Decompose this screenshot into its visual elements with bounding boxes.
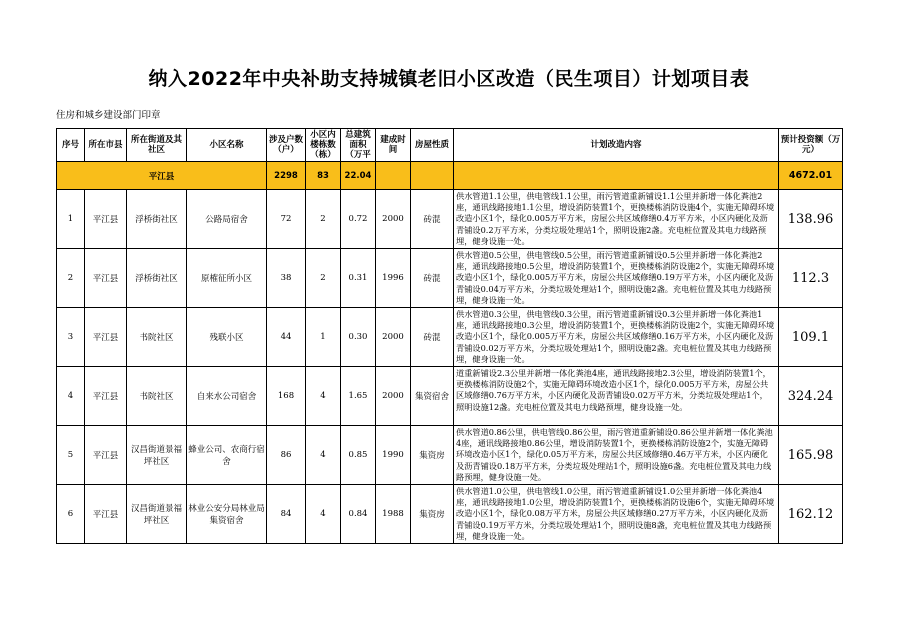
row-name: 原榷征所小区 xyxy=(187,249,267,308)
row-type: 集资宿舍 xyxy=(411,367,454,426)
row-buildings: 2 xyxy=(306,190,341,249)
header-investment: 预计投资额（万元） xyxy=(779,129,843,162)
total-investment: 4672.01 xyxy=(779,162,843,190)
row-content-text: 供水管道0.5公里，供电管线0.5公里，雨污管道重新铺设0.5公里并新增一体化粪池2座，通讯线路接地0.5公里，增设消防装置1个，更换楼栋消防设施2个，实施无障碍环境改造小区1个，绿化0.005万平方米，房屋公共区域修缮0.19万平方米，小区内硬化及沥青铺设0.04万平方米，分类垃圾处理站1个，照明设施2盏。充电桩位置及其电力线路预埋，健身设施一处。 xyxy=(456,250,775,305)
header-county: 所在市县 xyxy=(85,129,127,162)
row-area: 1.65 xyxy=(341,367,376,426)
row-content xyxy=(454,308,779,367)
header-households: 涉及户数（户） xyxy=(267,129,306,162)
row-seq: 2 xyxy=(57,249,85,308)
row-households: 44 xyxy=(267,308,306,367)
row-area: 0.72 xyxy=(341,190,376,249)
total-households: 2298 xyxy=(267,162,306,190)
total-blank-year xyxy=(376,162,411,190)
row-content xyxy=(454,426,779,485)
row-households: 168 xyxy=(267,367,306,426)
header-type: 房屋性质 xyxy=(411,129,454,162)
header-seq: 序号 xyxy=(57,129,85,162)
row-investment: 162.12 xyxy=(779,485,843,544)
row-buildings: 4 xyxy=(306,485,341,544)
row-county: 平江县 xyxy=(85,485,127,544)
row-type: 集资房 xyxy=(411,485,454,544)
row-type: 集资房 xyxy=(411,426,454,485)
row-area: 0.85 xyxy=(341,426,376,485)
table-row xyxy=(57,426,843,485)
row-type: 砖混 xyxy=(411,190,454,249)
row-county: 平江县 xyxy=(85,308,127,367)
table-row xyxy=(57,485,843,544)
row-buildings: 2 xyxy=(306,249,341,308)
table-row xyxy=(57,308,843,367)
total-blank-content xyxy=(454,162,779,190)
header-buildings: 小区内楼栋数（栋） xyxy=(306,129,341,162)
row-households: 72 xyxy=(267,190,306,249)
row-investment: 324.24 xyxy=(779,367,843,426)
row-households: 38 xyxy=(267,249,306,308)
table-row xyxy=(57,249,843,308)
header-content: 计划改造内容 xyxy=(454,129,779,162)
row-buildings: 4 xyxy=(306,426,341,485)
row-year: 2000 xyxy=(376,308,411,367)
row-county: 平江县 xyxy=(85,249,127,308)
row-county: 平江县 xyxy=(85,367,127,426)
total-area: 22.04 xyxy=(341,162,376,190)
row-name: 公路局宿舍 xyxy=(187,190,267,249)
row-households: 86 xyxy=(267,426,306,485)
row-content xyxy=(454,485,779,544)
row-year: 2000 xyxy=(376,367,411,426)
row-content-text: 供水管道0.86公里，供电管线0.86公里，雨污管道重新铺设0.86公里并新增一体化粪池4座，通讯线路接地0.86公里，增设消防装置1个，更换楼栋消防设施2个，实施无障碍环境改造小区1个，绿化0.05万平方米，房屋公共区域修缮0.46万平方米，小区内硬化及沥青铺设0.18万平方米，分类垃圾处理站1个，照明设施6盏。充电桩位置及其电力线路预埋，健身设施一处。 xyxy=(456,427,773,482)
row-street: 汉昌街道景福坪社区 xyxy=(127,485,187,544)
table-header-row xyxy=(57,129,843,162)
row-seq: 4 xyxy=(57,367,85,426)
total-blank-type xyxy=(411,162,454,190)
row-seq: 1 xyxy=(57,190,85,249)
issuer-label: 住房和城乡建设部门印章 xyxy=(56,110,161,121)
table-row xyxy=(57,190,843,249)
row-name: 自来水公司宿舍 xyxy=(187,367,267,426)
row-content xyxy=(454,190,779,249)
row-content-text: 道重新铺设2.3公里并新增一体化粪池4座，通讯线路接地2.3公里，增设消防装置1个，更换楼栋消防设施2个，实施无障碍环境改造小区1个，绿化0.005万平方米，房屋公共区域修缮0.76万平方米，小区内硬化及沥青铺设0.02万平方米，分类垃圾处理站1个，照明设施12盏。充电桩位置及其电力线路预埋，健身设施一处。 xyxy=(456,368,771,412)
row-area: 0.84 xyxy=(341,485,376,544)
row-year: 1988 xyxy=(376,485,411,544)
row-investment: 165.98 xyxy=(779,426,843,485)
row-type: 砖混 xyxy=(411,249,454,308)
row-street: 书院社区 xyxy=(127,367,187,426)
row-street: 汉昌街道景福坪社区 xyxy=(127,426,187,485)
row-type: 砖混 xyxy=(411,308,454,367)
total-label: 平江县 xyxy=(57,162,267,190)
row-investment: 109.1 xyxy=(779,308,843,367)
header-year: 建成时间 xyxy=(376,129,411,162)
row-year: 2000 xyxy=(376,190,411,249)
row-investment: 138.96 xyxy=(779,190,843,249)
row-name: 残联小区 xyxy=(187,308,267,367)
project-table xyxy=(56,128,843,544)
row-content-text: 供水管道0.3公里，供电管线0.3公里，雨污管道重新铺设0.3公里并新增一体化粪池1座，通讯线路接地0.3公里，增设消防装置1个，更换楼栋消防设施2个，实施无障碍环境改造小区1个，绿化0.005万平方米，房屋公共区域修缮0.16万平方米，小区内硬化及沥青铺设0.02万平方米，分类垃圾处理站1个，照明设施2盏。充电桩位置及其电力线路预埋，健身设施一处。 xyxy=(456,309,775,364)
total-row xyxy=(57,162,843,190)
total-buildings: 83 xyxy=(306,162,341,190)
row-investment: 112.3 xyxy=(779,249,843,308)
row-county: 平江县 xyxy=(85,190,127,249)
row-year: 1996 xyxy=(376,249,411,308)
row-seq: 3 xyxy=(57,308,85,367)
row-seq: 5 xyxy=(57,426,85,485)
header-street: 所在街道及其社区 xyxy=(127,129,187,162)
row-seq: 6 xyxy=(57,485,85,544)
row-name: 林业公安分局林业局集资宿舍 xyxy=(187,485,267,544)
row-name: 蜂业公司、农商行宿舍 xyxy=(187,426,267,485)
row-content-text: 供水管道1.1公里，供电管线1.1公里，雨污管道重新铺设1.1公里并新增一体化粪池2座，通讯线路接地1.1公里，增设消防装置1个，更换楼栋消防设施4个，实施无障碍环境改造小区1个，绿化0.005万平方米，房屋公共区域修缮0.4万平方米，小区内硬化及沥青铺设0.2万平方米，分类垃圾处理站1个，照明设施2盏。充电桩位置及其电力线路预埋，健身设施一处。 xyxy=(456,191,775,246)
row-content-text: 供水管道1.0公里，供电管线1.0公里，雨污管道重新铺设1.0公里并新增一体化粪池4座，通讯线路接地1.0公里，增设消防装置1个，更换楼栋消防设施6个，实施无障碍环境改造小区1个，绿化0.08万平方米，房屋公共区域修缮0.27万平方米，小区内硬化及沥青铺设0.19万平方米，分类垃圾处理站1个，照明设施8盏，充电桩位置及其电力线路预埋，健身设施一处。 xyxy=(456,486,775,541)
row-area: 0.31 xyxy=(341,249,376,308)
row-content xyxy=(454,249,779,308)
table-row xyxy=(57,367,843,426)
row-area: 0.30 xyxy=(341,308,376,367)
row-buildings: 1 xyxy=(306,308,341,367)
header-area: 总建筑面积（万平 xyxy=(341,129,376,162)
row-year: 1990 xyxy=(376,426,411,485)
row-content xyxy=(454,367,779,426)
row-street: 浮桥街社区 xyxy=(127,249,187,308)
row-county: 平江县 xyxy=(85,426,127,485)
header-name: 小区名称 xyxy=(187,129,267,162)
row-street: 书院社区 xyxy=(127,308,187,367)
row-buildings: 4 xyxy=(306,367,341,426)
row-street: 浮桥街社区 xyxy=(127,190,187,249)
page-title: 纳入2022年中央补助支持城镇老旧小区改造（民生项目）计划项目表 xyxy=(148,68,750,90)
row-households: 84 xyxy=(267,485,306,544)
